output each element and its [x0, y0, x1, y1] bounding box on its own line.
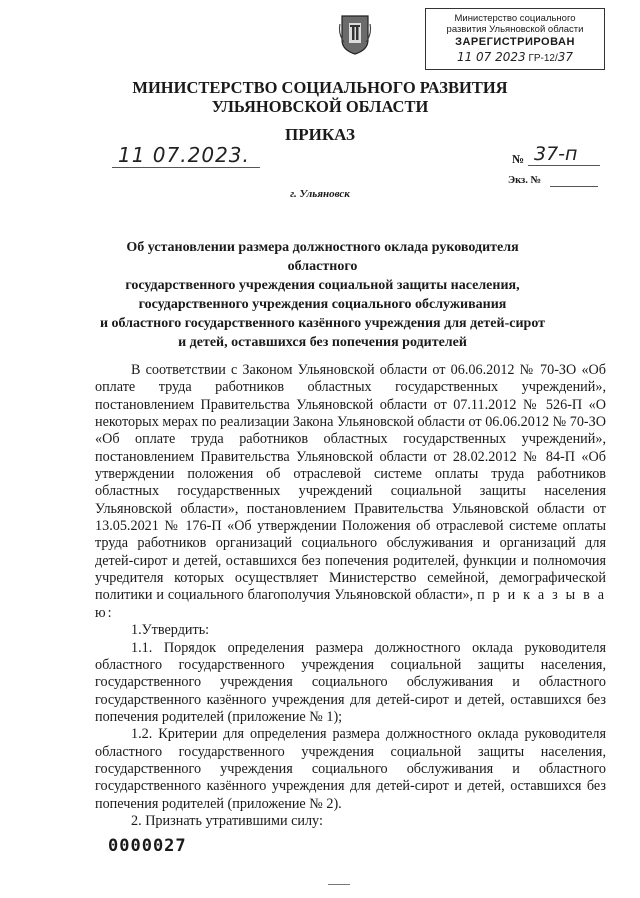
title-line: Об установлении размера должностного оклада руководителя областного	[126, 240, 519, 274]
copy-number-label: Экз. №	[508, 175, 542, 186]
order-number: 37-п	[534, 143, 578, 165]
item-1: 1.Утвердить:	[131, 622, 210, 639]
coat-of-arms-emblem	[338, 14, 372, 56]
order-title	[95, 238, 550, 352]
ministry-line-2: УЛЬЯНОВСКОЙ ОБЛАСТИ	[211, 97, 429, 116]
preamble-paragraph	[95, 362, 606, 622]
title-line: государственного учреждения социального обслуживания	[138, 297, 507, 312]
city: г. Ульяновск	[290, 188, 350, 200]
footer-mark	[328, 884, 350, 885]
order-number-label: №	[512, 152, 525, 166]
title-line: и детей, оставшихся без попечения родителей	[178, 335, 467, 350]
stamp-line-1: Министерство социального	[454, 13, 576, 24]
stamp-reg-number: 37	[557, 50, 574, 64]
copy-number-underline	[550, 186, 598, 187]
decree-word: п р и к а з ы в а ю:	[95, 587, 606, 621]
registration-stamp	[425, 8, 605, 70]
order-body	[95, 362, 606, 830]
order-number-underline	[528, 165, 600, 166]
item-1-2: 1.2. Критерии для определения размера должностного оклада руководителя областного государственного учреждения социальной защиты населения, государственного учреждения социального обслуживания и областного государственного казённого учреждения для детей-сирот и детей, оставшихся без попечения родителей (приложение № 2).	[95, 726, 606, 812]
stamp-reg-prefix: ГР-12/	[528, 53, 558, 64]
document-type: ПРИКАЗ	[285, 125, 355, 144]
title-line: и областного государственного казённого учреждения для детей-сирот	[99, 316, 546, 331]
ministry-header	[0, 78, 640, 116]
title-line: государственного учреждения социальной защиты населения,	[125, 278, 520, 293]
item-2: 2. Признать утратившими силу:	[131, 812, 323, 829]
document-serial-number: 0000027	[108, 836, 187, 856]
stamp-registration-row	[426, 50, 604, 66]
stamp-line-2: развития Ульяновской области	[446, 24, 584, 35]
stamp-date: 11 07 2023	[456, 50, 526, 64]
ministry-line-1: МИНИСТЕРСТВО СОЦИАЛЬНОГО РАЗВИТИЯ	[132, 78, 508, 97]
stamp-status: ЗАРЕГИСТРИРОВАН	[455, 36, 575, 48]
order-date: 11 07.2023.	[112, 143, 260, 168]
preamble-text: В соответствии с Законом Ульяновской области от 06.06.2012 № 70-ЗО «Об оплате труда работников областных государственных учреждений», постановлением Правительства Ульяновской области от 07.11.2012 № 526-П «О некоторых мерах по реализации Закона Ульяновской области от 06.06.2012 № 70-ЗО «Об оплате труда работников областных государственных учреждений», постановлением Правительства Ульяновской области от 28.02.2012 № 84-П «Об утверждении положения об отраслевой системе оплаты труда работников областных государственных учреждений социальной защиты населения Ульяновской области», постановлением Правительства Ульяновской области от 13.05.2021 № 176-П «Об утверждении Положения об отраслевой системе оплаты труда работников организаций социального обслуживания и организаций для детей-сирот и детей, оставшихся без попечения родителей, функции и полномочия учредителя которых осуществляет Министерство семейной, демографической политики и социального благополучия Ульяновской области»,	[95, 362, 606, 604]
item-1-1: 1.1. Порядок определения размера должностного оклада руководителя областного государственного учреждения социальной защиты населения, государственного учреждения социального обслуживания и областного государственного казённого учреждения для детей-сирот и детей, оставшихся без попечения родителей (приложение № 1);	[95, 639, 606, 725]
